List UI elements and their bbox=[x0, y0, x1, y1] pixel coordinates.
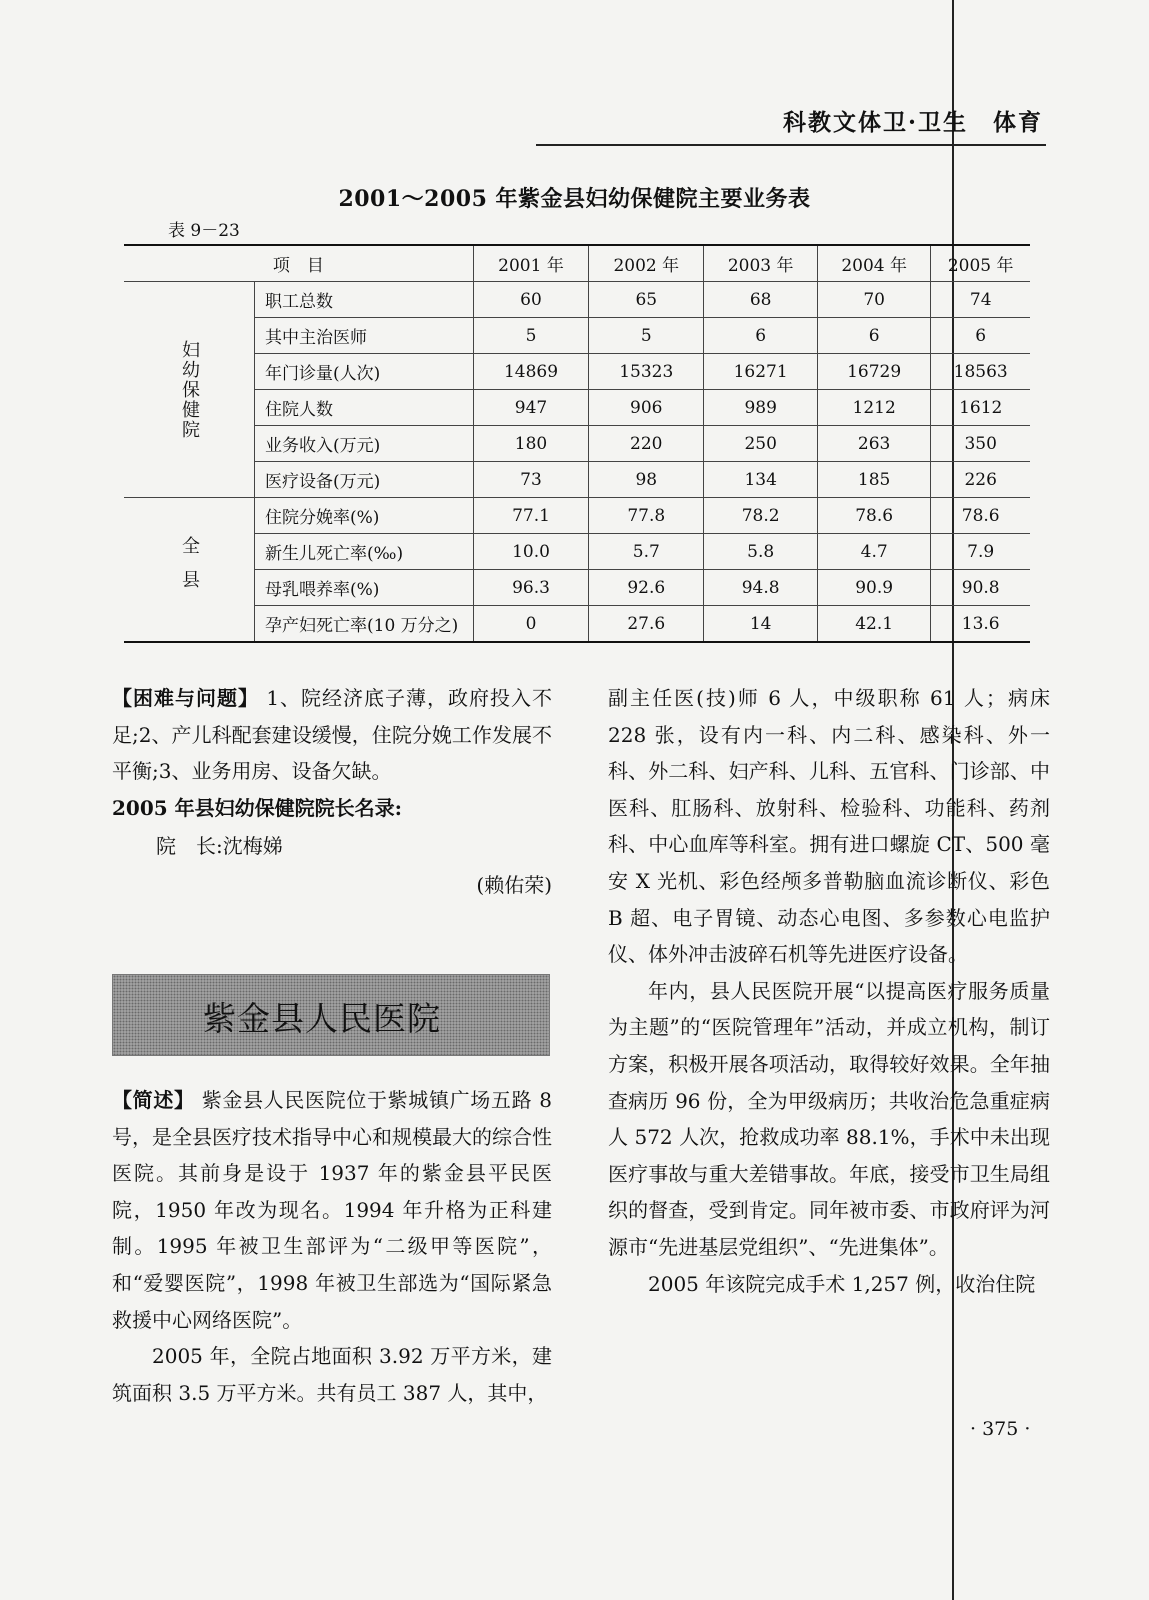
row-item-label: 孕产妇死亡率(10 万分之) bbox=[255, 606, 474, 643]
table-cell: 65 bbox=[589, 282, 704, 318]
table-cell: 74 bbox=[931, 282, 1030, 318]
row-item-label: 住院人数 bbox=[255, 390, 474, 426]
header-year: 2003 年 bbox=[704, 245, 817, 282]
table-cell: 7.9 bbox=[931, 534, 1030, 570]
table-cell: 906 bbox=[589, 390, 704, 426]
intro-paragraph bbox=[112, 1082, 552, 1338]
table-cell: 14 bbox=[704, 606, 817, 643]
table-cell: 90.9 bbox=[817, 570, 930, 606]
table-row bbox=[124, 354, 1030, 390]
row-group-label: 全县 bbox=[124, 498, 255, 643]
table-cell: 4.7 bbox=[817, 534, 930, 570]
table-cell: 92.6 bbox=[589, 570, 704, 606]
section-banner bbox=[112, 974, 550, 1056]
row-item-label: 其中主治医师 bbox=[255, 318, 474, 354]
table-row bbox=[124, 462, 1030, 498]
left-column bbox=[112, 680, 552, 904]
table-cell: 1612 bbox=[931, 390, 1030, 426]
table-cell: 70 bbox=[817, 282, 930, 318]
table-row bbox=[124, 318, 1030, 354]
table-row bbox=[124, 426, 1030, 462]
header-year: 2005 年 bbox=[931, 245, 1030, 282]
table-cell: 263 bbox=[817, 426, 930, 462]
page-number: · 375 · bbox=[970, 1418, 1031, 1440]
table-row bbox=[124, 606, 1030, 643]
problems-heading: 【困难与问题】 bbox=[112, 686, 259, 710]
row-group-label: 妇幼保健院 bbox=[124, 282, 255, 498]
problems-text: 1、院经济底子薄，政府投入不足;2、产儿科配套建设缓慢，住院分娩工作发展不平衡;3、业务用房、设备欠缺。 bbox=[112, 686, 552, 784]
stats-paragraph: 2005 年，全院占地面积 3.92 万平方米，建筑面积 3.5 万平方米。共有员工 387 人，其中， bbox=[112, 1344, 552, 1405]
table-row bbox=[124, 534, 1030, 570]
management-paragraph: 年内，县人民医院开展“以提高医疗服务质量为主题”的“医院管理年”活动，并成立机构，制订方案，积极开展各项活动，取得较好效果。全年抽查病历 96 份，全为甲级病历；共收治危急重症病人 572 人次，抢救成功率 88.1%，手术中未出现医疗事故与重大差错事故。年底，接受市卫生局组织的督查，受到肯定。同年被市委、市政府评为河源市“先进基层党组织”、“先进集体”。 bbox=[608, 978, 1050, 1259]
table-cell: 73 bbox=[473, 462, 588, 498]
table-cell: 1212 bbox=[817, 390, 930, 426]
table-cell: 989 bbox=[704, 390, 817, 426]
table-cell: 5 bbox=[589, 318, 704, 354]
row-item-label: 年门诊量(人次) bbox=[255, 354, 474, 390]
table-cell: 6 bbox=[931, 318, 1030, 354]
table-cell: 78.6 bbox=[817, 498, 930, 534]
table-cell: 60 bbox=[473, 282, 588, 318]
table-row bbox=[124, 498, 1030, 534]
director-line: 院 长:沈梅娣 bbox=[156, 834, 283, 859]
table-cell: 6 bbox=[704, 318, 817, 354]
table-cell: 6 bbox=[817, 318, 930, 354]
table-row bbox=[124, 390, 1030, 426]
table-cell: 98 bbox=[589, 462, 704, 498]
author-credit: (赖佑荣) bbox=[476, 872, 552, 897]
table-cell: 14869 bbox=[473, 354, 588, 390]
right-column bbox=[608, 680, 1050, 1302]
table-cell: 77.8 bbox=[589, 498, 704, 534]
table-cell: 90.8 bbox=[931, 570, 1030, 606]
row-item-label: 业务收入(万元) bbox=[255, 426, 474, 462]
directors-heading: 2005 年县妇幼保健院院长名录: bbox=[112, 795, 403, 820]
row-item-label: 新生儿死亡率(‰) bbox=[255, 534, 474, 570]
running-header: 科教文体卫·卫生 体育 bbox=[782, 109, 1043, 136]
table-cell: 134 bbox=[704, 462, 817, 498]
table-title: 2001～2005 年紫金县妇幼保健院主要业务表 bbox=[338, 186, 811, 212]
table-cell: 16271 bbox=[704, 354, 817, 390]
table-row bbox=[124, 282, 1030, 318]
header-year: 2001 年 bbox=[473, 245, 588, 282]
table-cell: 350 bbox=[931, 426, 1030, 462]
table-row bbox=[124, 570, 1030, 606]
header-rule bbox=[536, 144, 1046, 146]
business-table bbox=[124, 244, 1030, 643]
surgery-paragraph: 2005 年该院完成手术 1,257 例，收治住院 bbox=[648, 1271, 1036, 1296]
table-cell: 78.6 bbox=[931, 498, 1030, 534]
row-item-label: 住院分娩率(%) bbox=[255, 498, 474, 534]
row-item-label: 职工总数 bbox=[255, 282, 474, 318]
left-column-lower bbox=[112, 1082, 552, 1411]
table-cell: 5.8 bbox=[704, 534, 817, 570]
table-cell: 94.8 bbox=[704, 570, 817, 606]
problems-paragraph bbox=[112, 680, 552, 790]
row-item-label: 母乳喂养率(%) bbox=[255, 570, 474, 606]
table-cell: 10.0 bbox=[473, 534, 588, 570]
header-year: 2004 年 bbox=[817, 245, 930, 282]
header-item: 项 目 bbox=[124, 245, 473, 282]
table-cell: 18563 bbox=[931, 354, 1030, 390]
table-cell: 0 bbox=[473, 606, 588, 643]
table-cell: 250 bbox=[704, 426, 817, 462]
table-cell: 947 bbox=[473, 390, 588, 426]
table-number: 表 9－23 bbox=[168, 221, 240, 241]
table-cell: 15323 bbox=[589, 354, 704, 390]
table-cell: 180 bbox=[473, 426, 588, 462]
table-cell: 77.1 bbox=[473, 498, 588, 534]
table-cell: 5 bbox=[473, 318, 588, 354]
table-cell: 78.2 bbox=[704, 498, 817, 534]
intro-text: 紫金县人民医院位于紫城镇广场五路 8 号，是全县医疗技术指导中心和规模最大的综合性医院。其前身是设于 1937 年的紫金县平民医院，1950 年改为现名。1994 年升格为正科建制。1995 年被卫生部评为“二级甲等医院”，和“爱婴医院”，1998 年被卫生部选为“国际紧急救援中心网络医院”。 bbox=[112, 1088, 553, 1332]
table-cell: 185 bbox=[817, 462, 930, 498]
table-cell: 68 bbox=[704, 282, 817, 318]
table-cell: 16729 bbox=[817, 354, 930, 390]
table-cell: 13.6 bbox=[931, 606, 1030, 643]
table-cell: 5.7 bbox=[589, 534, 704, 570]
table-cell: 220 bbox=[589, 426, 704, 462]
equipment-paragraph: 副主任医(技)师 6 人，中级职称 61 人；病床 228 张，设有内一科、内二科、感染科、外一科、外二科、妇产科、儿科、五官科、门诊部、中医科、肛肠科、放射科、检验科、功能科、药剂科、中心血库等科室。拥有进口螺旋 CT、500 毫安 X 光机、彩色经颅多普勒脑血流诊断仪、彩色 B 超、电子胃镜、动态心电图、多参数心电监护仪、体外冲击波碎石机等先进医疗设备。 bbox=[608, 686, 1050, 967]
intro-heading: 【简述】 bbox=[112, 1088, 195, 1112]
table-cell: 42.1 bbox=[817, 606, 930, 643]
row-item-label: 医疗设备(万元) bbox=[255, 462, 474, 498]
header-year: 2002 年 bbox=[589, 245, 704, 282]
table-cell: 27.6 bbox=[589, 606, 704, 643]
table-header-row bbox=[124, 245, 1030, 282]
table-cell: 226 bbox=[931, 462, 1030, 498]
table-cell: 96.3 bbox=[473, 570, 588, 606]
section-banner-title: 紫金县人民医院 bbox=[203, 999, 441, 1038]
table-body bbox=[124, 282, 1030, 643]
